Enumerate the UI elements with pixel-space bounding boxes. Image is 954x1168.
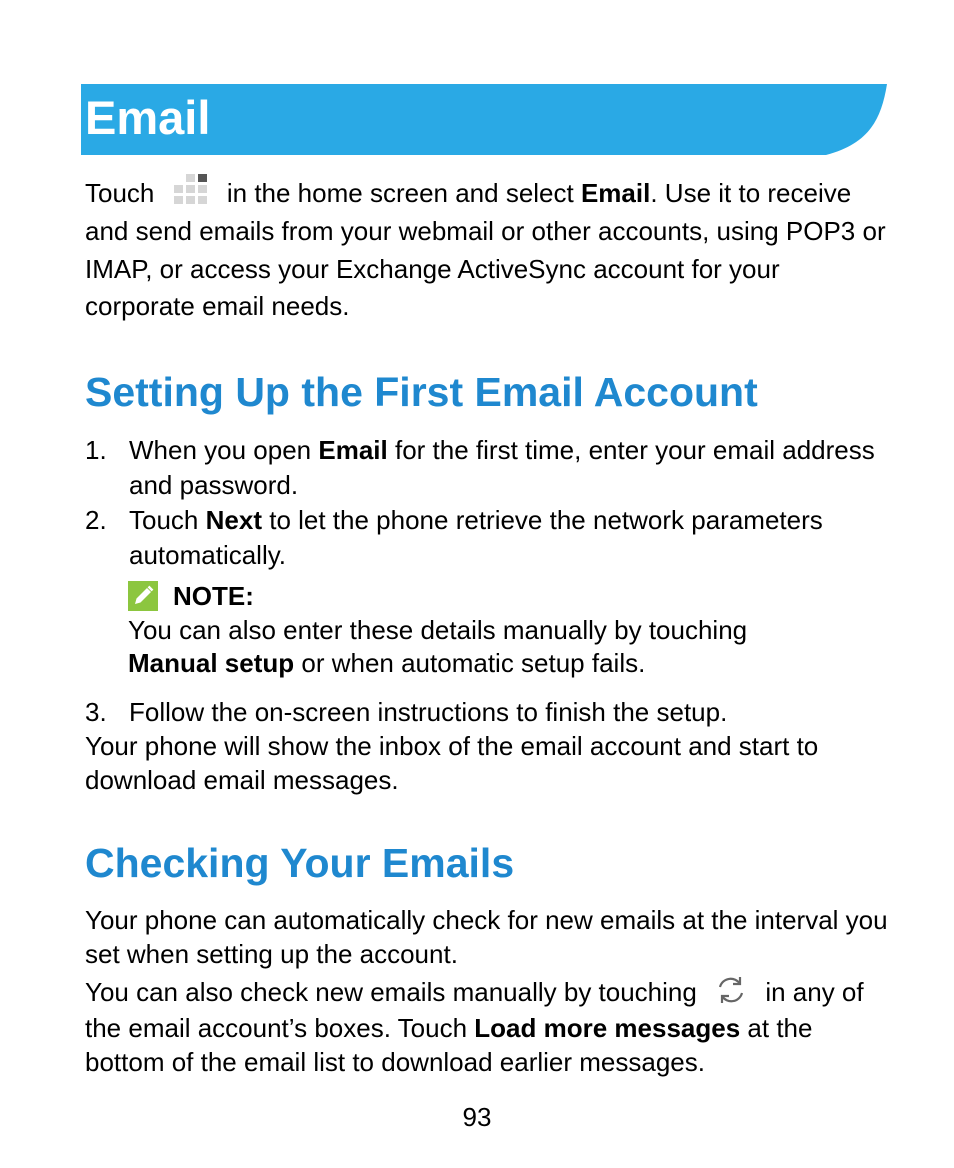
step-1-before: When you open — [129, 435, 312, 465]
checking-paragraph-2 — [85, 975, 895, 1079]
refresh-icon — [714, 973, 748, 1007]
para2-bold: Load more messages — [474, 1013, 741, 1044]
step-number: 1. — [85, 435, 107, 465]
para2-before: You can also check new emails manually by touching — [85, 977, 697, 1007]
section-heading-checking: Checking Your Emails — [85, 840, 515, 886]
setup-closing-paragraph: Your phone will show the inbox of the email account and start to download email messages. — [85, 731, 819, 795]
section-heading-setup: Setting Up the First Email Account — [85, 369, 758, 415]
title-banner — [81, 84, 887, 155]
step-number: 2. — [85, 505, 107, 535]
step-text — [129, 433, 895, 503]
page-number: 93 — [462, 1102, 492, 1132]
note-pencil-icon — [128, 581, 158, 611]
app-drawer-icon — [170, 171, 212, 207]
step-1-bold: Email — [318, 435, 388, 465]
intro-email-bold: Email — [580, 178, 651, 208]
checking-paragraph-1: Your phone can automatically check for new emails at the interval you set when setting up the account. — [85, 905, 888, 969]
intro-paragraph — [85, 175, 895, 326]
step-2-before: Touch — [129, 505, 199, 535]
step-number: 3. — [85, 697, 107, 727]
note-label: NOTE: — [173, 580, 254, 611]
step-text: Follow the on-screen instructions to finish the setup. — [129, 697, 728, 727]
para2-after: at the bottom of the email list to download earlier messages. — [85, 1013, 813, 1078]
step-2-after: to let the phone retrieve the network parameters automatically. — [129, 505, 823, 570]
step-2-bold: Next — [205, 505, 262, 535]
note-box — [128, 578, 888, 680]
note-text — [128, 614, 888, 680]
intro-touch-text: Touch — [85, 178, 155, 208]
note-header — [128, 578, 888, 614]
step-text — [129, 503, 895, 573]
note-after: or when automatic setup fails. — [301, 648, 646, 678]
intro-rest-text: . Use it to receive and send emails from your webmail or other accounts, using POP3 or IMAP, or access your Exchange ActiveSync account for your corporate email needs. — [85, 178, 886, 322]
note-bold: Manual setup — [128, 648, 295, 678]
note-before: You can also enter these details manually by touching — [128, 615, 748, 645]
step-1-after: for the first time, enter your email address and password. — [129, 435, 875, 500]
intro-home-text: in the home screen and select — [226, 178, 574, 208]
para2-after-icon: in any of the email account’s boxes. Touch — [85, 977, 864, 1044]
page-title: Email — [85, 91, 211, 144]
